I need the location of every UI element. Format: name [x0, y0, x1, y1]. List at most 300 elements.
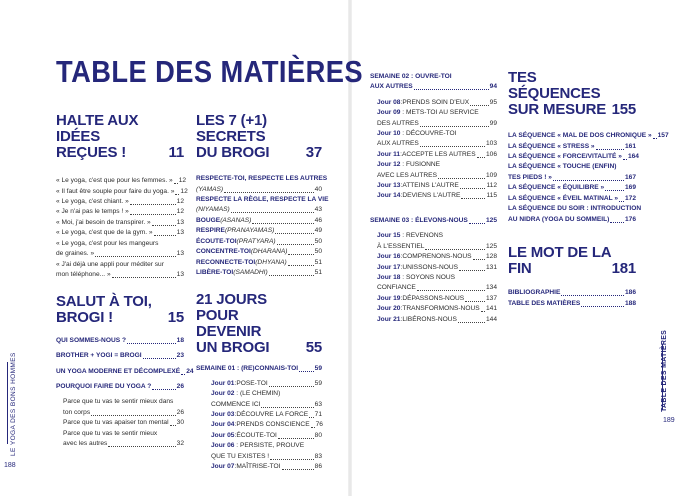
toc-entry-continuation: AVEC LES AUTRES: [377, 171, 437, 179]
toc-entry-continuation: ton corps: [63, 408, 91, 416]
toc-line: [196, 185, 322, 195]
section-title: LE MOT DE LA FIN: [508, 243, 611, 277]
toc-entry-page: 43: [314, 206, 322, 214]
toc-entry-text: RECONNECTE-TOI: [196, 258, 256, 266]
toc-entry-continuation: avec les autres: [63, 440, 108, 448]
toc-entry-page: 176: [624, 215, 636, 223]
toc-line: Jour 09 : METS-TOI AU SERVICE: [377, 109, 479, 117]
toc-line: [196, 247, 322, 257]
toc-entry-page: 99: [489, 119, 497, 127]
toc-line: Jour 16 : COMPRENONS-NOUS 128: [370, 252, 497, 262]
day-label: Jour 15: [377, 232, 401, 240]
day-label: Jour 10: [377, 130, 401, 138]
day-label: Jour 14: [377, 192, 401, 200]
day-label: Jour 02: [211, 390, 235, 398]
toc-line: [56, 418, 184, 428]
section-title: SALUT À TOI, BROGI !: [56, 293, 152, 327]
dot-leader: [653, 138, 657, 139]
toc-entry-text: POSE-TOI: [236, 379, 268, 387]
toc-column-2: [196, 112, 329, 472]
toc-line: [370, 72, 497, 82]
toc-line: [508, 131, 669, 141]
dot-leader: [282, 469, 314, 470]
section-title: TES SÉQUENCES SUR MESURE: [508, 69, 607, 118]
toc-line: [196, 205, 322, 215]
section-heading: [196, 292, 322, 355]
toc-entry-page: 94: [489, 83, 497, 91]
toc-entry-text: COMPRENONS-NOUS: [402, 253, 472, 261]
toc-entry-page: 188: [624, 299, 636, 307]
toc-line: [370, 139, 497, 149]
dot-leader: [174, 183, 178, 184]
dot-leader: [270, 459, 314, 460]
toc-entry-continuation: de graines. »: [56, 250, 95, 258]
toc-entry-page: 12: [176, 208, 184, 216]
toc-entry-text: REVENONS: [405, 232, 443, 240]
day-label: Jour 21: [377, 315, 401, 323]
toc-line: [56, 429, 184, 439]
toc-entry-text: « Le yoga, c'est pour les mangeurs: [56, 239, 159, 247]
toc-line: Jour 04 : PRENDS CONSCIENCE 76: [196, 420, 322, 430]
toc-entry-page: 167: [624, 173, 636, 181]
section-heading: [56, 294, 184, 326]
toc-entry-page: 26: [176, 383, 184, 391]
dot-leader: [261, 407, 313, 408]
toc-entry-text: MAÎTRISE-TOI: [236, 462, 281, 470]
dot-leader: [417, 290, 485, 291]
toc-line: [56, 367, 194, 377]
toc-line: [56, 351, 184, 361]
toc-line: Jour 21 : LIBÉRONS-NOUS 144: [370, 315, 497, 325]
toc-line: [56, 176, 187, 186]
day-label: Jour 18: [377, 273, 401, 281]
dot-leader: [425, 249, 485, 250]
running-head-left: LE YOGA DES BONS HOMMES: [10, 352, 17, 456]
week-heading-continuation: AUX AUTRES: [370, 83, 413, 91]
week-heading: SEMAINE 02 : OUVRE-TOI: [370, 73, 452, 80]
toc-entry-text: FUSIONNE: [405, 161, 441, 169]
toc-line: [56, 439, 184, 449]
toc-entry-text: TABLE DES MATIÈRES: [508, 299, 581, 307]
toc-line: [508, 183, 636, 193]
toc-column-4: [508, 69, 669, 309]
toc-entry-page: 169: [624, 184, 636, 192]
section-page: 37: [305, 143, 322, 161]
toc-entry-text: DÉCOUVRE LA FORCE: [236, 410, 309, 418]
toc-entry-sanskrit: (ASANAS): [220, 216, 252, 224]
toc-entry-page: 112: [486, 182, 497, 190]
toc-entry-text: LA SÉQUENCE « STRESS »: [508, 142, 595, 150]
toc-entry-page: 12: [180, 187, 188, 195]
toc-line: Jour 03 : DÉCOUVRE LA FORCE 71: [196, 410, 322, 420]
toc-line: [56, 207, 184, 217]
toc-entry-sanskrit: (DHYANA): [255, 258, 287, 266]
toc-entry-page: 131: [485, 263, 497, 271]
toc-line: [196, 237, 322, 247]
dot-leader: [112, 277, 176, 278]
dot-leader: [143, 358, 176, 359]
dot-leader: [127, 343, 176, 344]
toc-entry-continuation: mon téléphone... »: [56, 270, 111, 278]
day-label: Jour 19: [377, 294, 401, 302]
toc-entry-continuation: CONFIANCE: [377, 284, 416, 292]
toc-line: [508, 204, 642, 214]
toc-entry-text: RESPIRE: [196, 227, 225, 235]
section-heading: [508, 70, 636, 117]
day-label: Jour 04: [211, 421, 235, 429]
toc-line: [56, 228, 184, 238]
toc-line: Jour 17 : UNISSONS-NOUS 131: [370, 263, 497, 273]
section-heading: [56, 113, 184, 160]
toc-line: [508, 173, 636, 183]
toc-line: [196, 452, 322, 462]
day-label: Jour 09: [377, 109, 401, 117]
toc-entry-text: « J'ai déjà une appli pour méditer sur: [56, 260, 164, 268]
toc-entry-text: (LE CHEMIN): [239, 390, 281, 398]
toc-entry-page: 46: [314, 216, 322, 224]
section-sequences: [508, 69, 669, 225]
dot-leader: [224, 192, 314, 193]
dot-leader: [420, 146, 485, 147]
dot-leader: [288, 254, 313, 255]
toc-entry-text: LA SÉQUENCE « ÉQUILIBRE »: [508, 184, 605, 192]
toc-line: [370, 119, 497, 129]
dot-leader: [553, 180, 624, 181]
dot-leader: [461, 198, 485, 199]
toc-line: [56, 239, 184, 249]
toc-line: Jour 14 : DEVIENS L'AUTRE 115: [370, 191, 497, 201]
toc-line: [508, 299, 636, 309]
day-label: Jour 17: [377, 263, 401, 271]
dot-leader: [130, 204, 176, 205]
dot-leader: [252, 223, 313, 224]
day-label: Jour 05: [211, 431, 235, 439]
toc-entry-text: PRENDS SOIN D'EUX: [402, 98, 470, 106]
toc-line: [508, 194, 636, 204]
toc-entry-text: METS-TOI AU SERVICE: [405, 109, 479, 117]
toc-line: [56, 397, 184, 407]
toc-entry-sanskrit: (PRANAYAMAS): [224, 227, 275, 235]
toc-entry-page: 172: [624, 194, 636, 202]
dot-leader: [170, 425, 176, 426]
dot-leader: [152, 225, 176, 226]
toc-entry-page: 13: [176, 250, 184, 258]
toc-entry-page: 59: [314, 379, 322, 387]
dot-leader: [459, 270, 485, 271]
toc-entry-page: 128: [485, 253, 497, 261]
section-title: 21 JOURS POUR DEVENIR UN BROGI: [196, 291, 270, 356]
toc-entry-page: 51: [314, 258, 322, 266]
toc-entry-page: 13: [176, 270, 184, 278]
toc-entry-page: 49: [314, 227, 322, 235]
toc-entry-page: 26: [176, 408, 184, 416]
toc-entry-page: 161: [624, 142, 636, 150]
dot-leader: [561, 295, 624, 296]
toc-entry-continuation: COMMENCE ICI: [211, 400, 261, 408]
toc-line: [56, 270, 184, 280]
toc-line: [196, 258, 322, 268]
day-label: Jour 13: [377, 182, 401, 190]
dot-leader: [269, 386, 314, 387]
toc-entry-continuation: AUX AUTRES: [377, 140, 419, 148]
dot-leader: [581, 306, 624, 307]
section-title: LES 7 (+1) SECRETS DU BROGI: [196, 112, 270, 161]
dot-leader: [231, 212, 314, 213]
dot-leader: [108, 446, 175, 447]
dot-leader: [277, 244, 314, 245]
toc-line: [56, 336, 184, 346]
toc-line: [508, 215, 636, 225]
toc-line: [508, 162, 636, 172]
toc-line: [56, 218, 184, 228]
toc-line: [196, 226, 322, 236]
dot-leader: [469, 223, 485, 224]
toc-line: Jour 11 : ACCEPTE LES AUTRES 106: [370, 150, 497, 160]
toc-line: Jour 15 : REVENONS: [377, 232, 443, 240]
dot-leader: [414, 89, 489, 90]
toc-entry-text: LA SÉQUENCE « TOUCHE (ENFIN): [508, 163, 617, 171]
dot-leader: [154, 235, 176, 236]
toc-line: [508, 288, 636, 298]
toc-line: [56, 382, 184, 392]
dot-leader: [460, 188, 486, 189]
toc-entry-continuation: DES AUTRES: [377, 119, 419, 127]
toc-entry-text: LA SÉQUENCE « MAL DE DOS CHRONIQUE »: [508, 132, 652, 140]
toc-entry-text: ATTEINS L'AUTRE: [402, 182, 459, 190]
toc-entry-page: 103: [485, 140, 497, 148]
day-label: Jour 12: [377, 161, 401, 169]
running-rule-left: [7, 362, 8, 444]
toc-entry-page: 157: [657, 132, 669, 140]
toc-entry-page: 137: [485, 294, 497, 302]
toc-entry-continuation: TES PIEDS ! »: [508, 173, 552, 181]
toc-entry-text: « Moi, j'ai besoin de transpirer. »: [56, 218, 151, 226]
toc-line: [196, 216, 322, 226]
toc-line: [370, 171, 497, 181]
toc-entry-continuation: À L'ESSENTIEL: [377, 242, 425, 250]
dot-leader: [470, 105, 489, 106]
toc-entry-page: 83: [314, 452, 322, 460]
toc-entry-text: PRENDS CONSCIENCE: [236, 421, 310, 429]
toc-entry-page: 109: [485, 171, 497, 179]
toc-entry-page: 144: [485, 315, 497, 323]
toc-entry-text: LIBÉRONS-NOUS: [402, 315, 457, 323]
dot-leader: [278, 438, 314, 439]
toc-line: [196, 174, 328, 184]
toc-line: [370, 242, 497, 252]
toc-line: Jour 01 : POSE-TOI 59: [196, 379, 322, 389]
toc-entry-text: PERSISTE, PROUVE: [239, 442, 305, 450]
toc-entry-text: RESPECTE LA RÈGLE, RESPECTE LA VIE: [196, 196, 329, 204]
toc-entry-text: ACCEPTE LES AUTRES: [401, 150, 476, 158]
dot-leader: [438, 178, 485, 179]
toc-entry-text: « Le yoga, c'est que pour les femmes. »: [56, 177, 173, 185]
dot-leader: [95, 256, 176, 257]
toc-line: Jour 07 : MAÎTRISE-TOI 86: [196, 462, 322, 472]
page-title: TABLE DES MATIÈRES: [56, 54, 364, 89]
section-heading: [196, 113, 322, 160]
toc-entry-sanskrit: (SAMADHI): [233, 268, 268, 276]
section-secrets: [196, 112, 329, 278]
toc-line: [56, 260, 184, 270]
toc-entry-text: DÉCOUVRE-TOI: [405, 130, 457, 138]
dot-leader: [465, 301, 485, 302]
toc-column-3: [370, 72, 497, 325]
dot-leader: [91, 415, 176, 416]
toc-entry-text: DEVIENS L'AUTRE: [402, 192, 461, 200]
toc-line: [370, 82, 497, 92]
toc-entry-page: 59: [314, 365, 322, 373]
section-halte: [56, 112, 188, 280]
toc-entry-text: « Je n'ai pas le temps ! »: [56, 208, 129, 216]
toc-line: [370, 216, 497, 226]
toc-entry-text: SOYONS NOUS: [405, 273, 456, 281]
day-label: Jour 06: [211, 442, 235, 450]
toc-entry-page: 24: [186, 367, 194, 375]
dot-leader: [610, 222, 624, 223]
toc-entry-page: 32: [176, 440, 184, 448]
toc-entry-text: SEMAINE 01 : (RE)CONNAIS-TOI: [196, 365, 299, 373]
toc-entry-page: 30: [176, 419, 184, 427]
toc-entry-page: 50: [314, 237, 322, 245]
toc-entry-page: 125: [485, 242, 497, 250]
toc-line: Jour 10 : DÉCOUVRE-TOI: [377, 130, 457, 138]
day-label: Jour 20: [377, 305, 401, 313]
toc-entry-text: BIBLIOGRAPHIE: [508, 289, 561, 297]
toc-entry-page: 115: [486, 192, 497, 200]
section-fin: [508, 245, 636, 309]
running-head-right: TABLE DES MATIÈRES: [661, 329, 668, 412]
toc-entry-text: « Il faut être souple pour faire du yoga. »: [56, 187, 175, 195]
toc-line: Jour 20 : TRANSFORMONS-NOUS 141: [370, 304, 497, 314]
toc-entry-page: 164: [627, 153, 639, 161]
dot-leader: [605, 190, 624, 191]
toc-line: [196, 400, 322, 410]
toc-entry-page: 50: [314, 248, 322, 256]
toc-entry-text: « Le yoga, c'est chiant. »: [56, 198, 129, 206]
toc-entry-page: 106: [485, 150, 497, 158]
toc-entry-text: BROTHER + YOGI = BROGI: [56, 352, 142, 360]
toc-entry-text: TRANSFORMONS-NOUS: [402, 305, 480, 313]
section-21-jours: [196, 292, 322, 472]
dot-leader: [309, 417, 314, 418]
toc-entry-text: SEMAINE 03 : ÉLEVONS-NOUS: [370, 216, 468, 224]
toc-entry-text: LA SÉQUENCE « ÉVEIL MATINAL »: [508, 194, 619, 202]
section-heading: [508, 245, 636, 277]
toc-entry-page: 12: [178, 177, 187, 185]
dot-leader: [623, 159, 627, 160]
toc-entry-sanskrit: (PRATYARA): [236, 237, 276, 245]
day-label: Jour 08: [377, 98, 401, 106]
dot-leader: [596, 149, 624, 150]
toc-entry-text: LA SÉQUENCE DU SOIR : INTRODUCTION: [508, 205, 642, 213]
section-semaine-3: [370, 216, 497, 325]
day-label: Jour 16: [377, 253, 401, 261]
toc-entry-text: Parce que tu vas te sentir mieux: [63, 429, 158, 437]
toc-entry-page: 125: [485, 216, 497, 224]
toc-entry-text: Parce que tu vas apaiser ton mental: [63, 419, 169, 427]
toc-line: [508, 152, 639, 162]
toc-entry-continuation: AU NIDRA (YOGA DU SOMMEIL): [508, 215, 610, 223]
toc-line: Jour 05 : ÉCOUTE-TOI 80: [196, 431, 322, 441]
section-page: 11: [168, 143, 184, 161]
dot-leader: [130, 214, 176, 215]
toc-entry-page: 51: [314, 268, 322, 276]
dot-leader: [299, 371, 314, 372]
toc-entry-page: 86: [314, 462, 322, 470]
toc-line: Jour 06 : PERSISTE, PROUVE: [211, 442, 305, 450]
toc-entry-text: Parce que tu vas te sentir mieux dans: [63, 398, 174, 406]
toc-entry-page: 18: [176, 336, 184, 344]
toc-entry-text: CONCENTRE-TOI: [196, 248, 251, 256]
day-label: Jour 11: [377, 150, 401, 158]
toc-entry-sanskrit: (DHARANA): [250, 248, 288, 256]
toc-entry-text: DÉPASSONS-NOUS: [402, 294, 465, 302]
toc-entry-page: 63: [314, 400, 322, 408]
toc-entry-text: BOUGE: [196, 216, 221, 224]
toc-entry-page: 13: [176, 229, 184, 237]
toc-entry-page: 13: [176, 218, 184, 226]
toc-entry-page: 23: [176, 352, 184, 360]
day-label: Jour 01: [211, 379, 235, 387]
dot-leader: [152, 389, 175, 390]
dot-leader: [473, 259, 485, 260]
page-number-left: 188: [4, 462, 16, 469]
day-label: Jour 03: [211, 410, 235, 418]
section-title: HALTE AUX IDÉES REÇUES !: [56, 112, 139, 161]
toc-line: Jour 02 : (LE CHEMIN): [211, 390, 281, 398]
dot-leader: [311, 427, 315, 428]
toc-entry-text: ÉCOUTE-TOI: [236, 431, 277, 439]
toc-entry-continuation: (NIYAMAS): [196, 206, 230, 214]
toc-entry-text: « Le yoga, c'est que de la gym. »: [56, 229, 153, 237]
toc-entry-page: 141: [485, 305, 497, 313]
toc-entry-page: 40: [314, 185, 322, 193]
toc-line: [56, 197, 184, 207]
toc-line: Jour 19 : DÉPASSONS-NOUS 137: [370, 294, 497, 304]
toc-line: Jour 18 : SOYONS NOUS: [377, 273, 456, 281]
dot-leader: [275, 233, 313, 234]
toc-line: Jour 12 : FUSIONNE: [377, 161, 441, 169]
dot-leader: [175, 194, 179, 195]
toc-entry-page: 186: [624, 289, 636, 297]
dot-leader: [619, 201, 624, 202]
toc-line: [508, 142, 636, 152]
toc-entry-page: 12: [176, 198, 184, 206]
toc-entry-text: POURQUOI FAIRE DU YOGA ?: [56, 383, 152, 391]
toc-entry-text: LIBÈRE-TOI: [196, 268, 234, 276]
toc-entry-text: LA SÉQUENCE « FORCE/VITALITÉ »: [508, 153, 622, 161]
toc-entry-text: RESPECTE-TOI, RESPECTE LES AUTRES: [196, 175, 328, 183]
toc-entry-text: QUI SOMMES-NOUS ?: [56, 336, 126, 344]
toc-entry-page: 76: [315, 421, 323, 429]
toc-column-1: [56, 112, 194, 449]
toc-entry-text: ÉCOUTE-TOI: [196, 237, 237, 245]
section-page: 155: [611, 100, 636, 118]
day-label: Jour 07: [211, 462, 235, 470]
toc-line: [196, 364, 322, 374]
section-page: 15: [167, 309, 184, 327]
toc-line: [370, 283, 497, 293]
toc-line: [56, 187, 188, 197]
section-page: 55: [305, 338, 322, 356]
dot-leader: [181, 374, 185, 375]
toc-entry-page: 71: [314, 410, 322, 418]
toc-line: [56, 408, 184, 418]
toc-line: [196, 268, 322, 278]
dot-leader: [420, 126, 489, 127]
toc-entry-text: UN YOGA MODERNE ET DÉCOMPLEXÉ: [56, 367, 181, 375]
